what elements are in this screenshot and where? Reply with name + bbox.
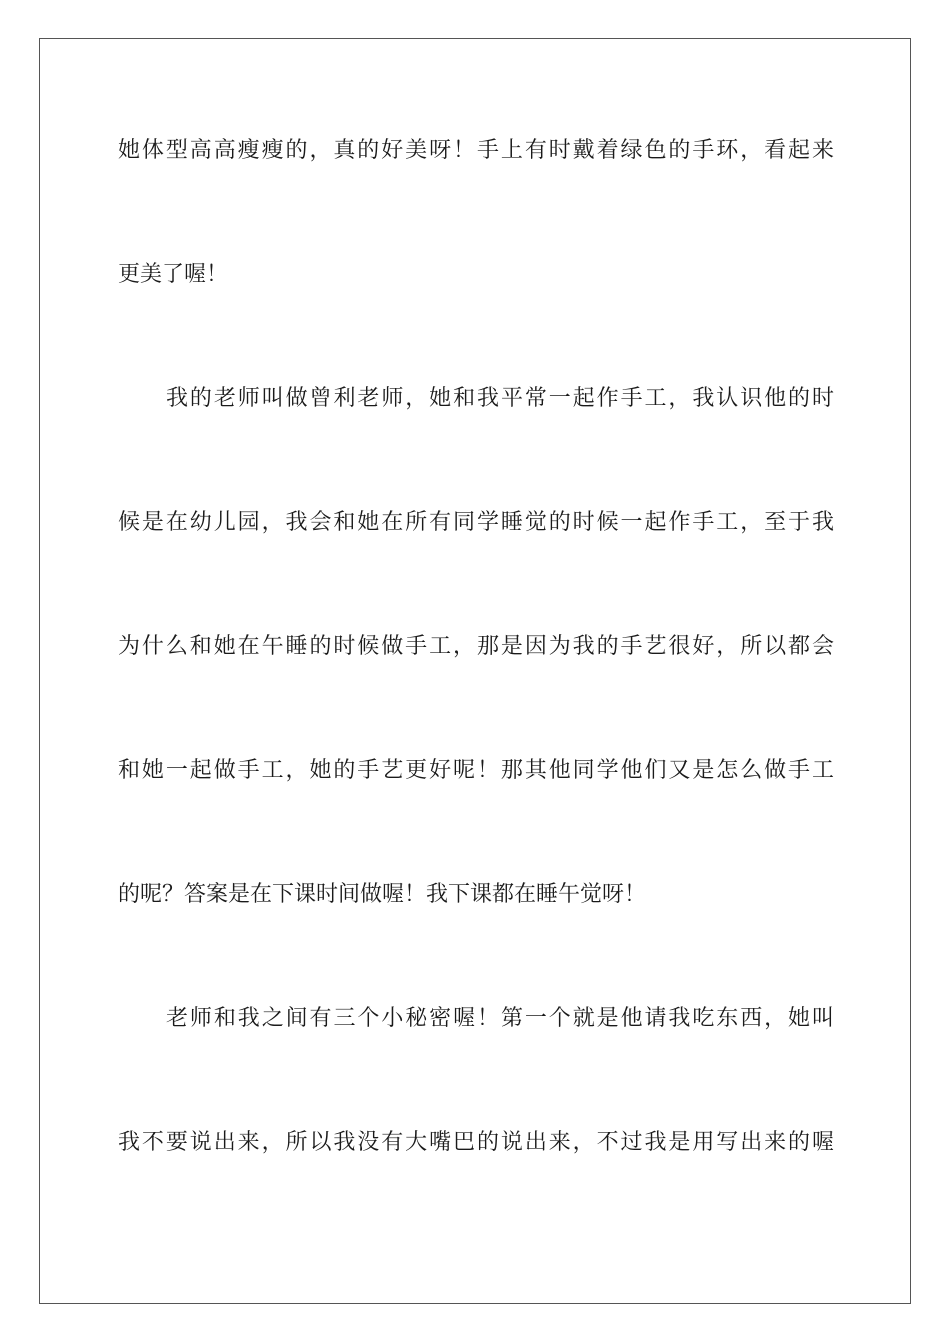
- paragraph-start-line: 老师和我之间有三个小秘密喔！第一个就是他请我吃东西，她叫: [166, 1006, 834, 1031]
- paragraph-start-line: 我的老师叫做曾利老师，她和我平常一起作手工，我认识他的时: [166, 386, 834, 411]
- page-frame: [39, 38, 911, 1304]
- text-line: 我不要说出来，所以我没有大嘴巴的说出来，不过我是用写出来的喔: [118, 1130, 834, 1155]
- text-line: 更美了喔！: [118, 262, 229, 287]
- text-line: 她体型高高瘦瘦的，真的好美呀！手上有时戴着绿色的手环，看起来: [118, 138, 834, 163]
- text-line: 和她一起做手工，她的手艺更好呢！那其他同学他们又是怎么做手工: [118, 758, 834, 783]
- text-line: 为什么和她在午睡的时候做手工，那是因为我的手艺很好，所以都会: [118, 634, 834, 659]
- text-line: 的呢？答案是在下课时间做喔！我下课都在睡午觉呀！: [118, 882, 647, 907]
- text-line: 候是在幼儿园，我会和她在所有同学睡觉的时候一起作手工，至于我: [118, 510, 834, 535]
